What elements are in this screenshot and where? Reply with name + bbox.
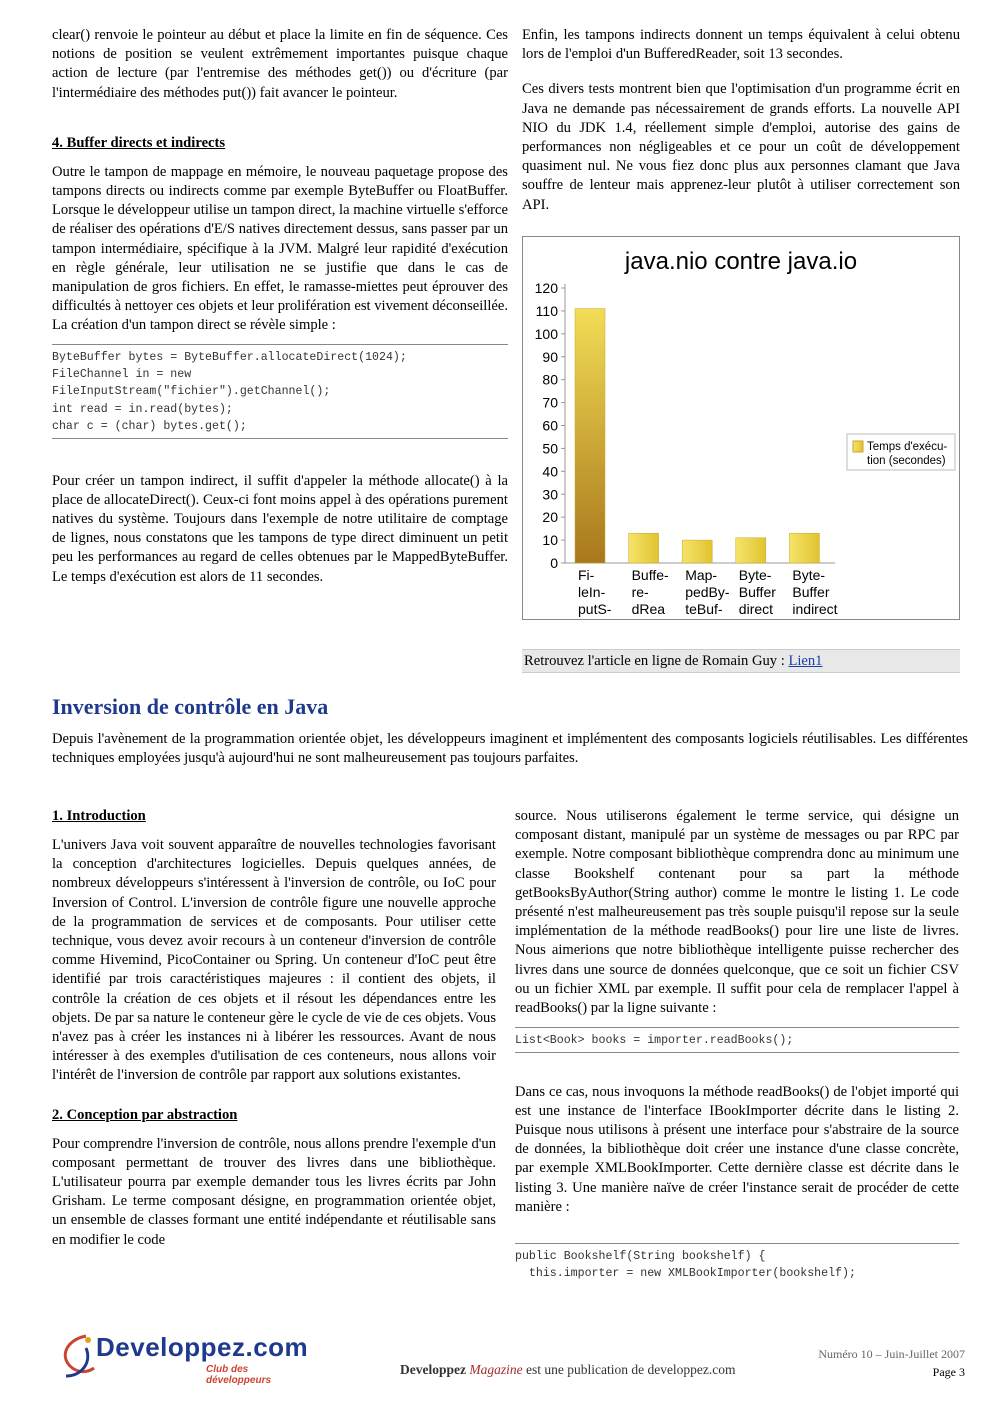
logo-tagline: Club des développeurs (206, 1364, 272, 1386)
page-number: Page 3 (932, 1365, 965, 1379)
x-tick-label: pedBy- (685, 584, 730, 600)
right-column-top (522, 26, 960, 215)
left-column-bottom (52, 807, 496, 1250)
bar (629, 533, 659, 563)
bar (789, 533, 819, 563)
footer-publication (400, 1362, 736, 1378)
paragraph: Enfin, les tampons indirects donnent un temps équivalent à celui obtenu lors de l'emploi d'un BufferedReader, soit 13 secondes. (522, 27, 960, 63)
x-tick-label: indirect (792, 601, 838, 617)
code-line: this.importer = new XMLBookImporter(bookshelf); (515, 1267, 856, 1281)
logo-text: Developpez.com (96, 1332, 309, 1362)
bar (682, 540, 712, 563)
legend-swatch (853, 441, 863, 452)
y-tick-label: 50 (542, 440, 558, 457)
x-tick-label: re- (631, 584, 649, 600)
code-line: public Bookshelf(String bookshelf) { (515, 1250, 766, 1264)
x-tick-label: dRea (631, 601, 666, 617)
article-intro: Depuis l'avènement de la programmation orientée objet, les développeurs imaginent et implémentent des composants logiciels réutilisables. Les différentes techniques employées jusqu'à aujourd'hui ne sont malheureusement pas toujours parfaites. (52, 731, 968, 767)
caption-text: Retrouvez l'article en ligne de Romain Guy : (524, 653, 789, 669)
footer-tagline: est une publication de developpez.com (522, 1362, 736, 1377)
article-link[interactable]: Lien1 (788, 653, 823, 669)
section-heading: 2. Conception par abstraction (52, 1106, 238, 1123)
chart-title: java.nio contre java.io (624, 248, 858, 275)
x-tick-label: putS- (578, 601, 612, 617)
y-tick-label: 60 (542, 417, 558, 434)
section-heading: 4. Buffer directs et indirects (52, 134, 226, 151)
paragraph: Ces divers tests montrent bien que l'optimisation d'un programme écrit en Java ne demande pas nécessairement de grands efforts. La nouvelle API NIO du JDK 1.4, réellement simple d'emploi, autorise des gains de performances non négligeables et ce pour un coût de développement quasiment nul. Ne vous fiez donc plus aux personnes clamant que Java souffre de lenteur mais apprenez-leur plutôt à utiliser correctement son API. (522, 81, 960, 213)
y-tick-label: 70 (542, 394, 558, 411)
paragraph: clear() renvoie le pointeur au début et place la limite en fin de séquence. Ces notions de position se veulent extrêmement importantes puisque chaque action de lecture (par l'entremise des méthodes get()) ou d'écriture (par l'intermédiaire des méthodes put()) fait avancer le pointeur. (52, 27, 508, 101)
paragraph: L'univers Java voit souvent apparaître de nouvelles technologies favorisant la conception d'architectures logicielles. Depuis quelques années, de nombreux développeurs s'intéressent à l'inversion de contrôle, ou IoC pour Inversion of Control. L'inversion de contrôle figure une nouvelle approche de la programmation de services et de composants. Pour utiliser cette technique, vous devez avoir recours à un conteneur d'inversion de contrôle comme Hivemind, PicoContainer ou Spring. Un conteneur d'IoC peut être identifié par trois caractéristiques majeures : il contient des objets, il contrôle la création de ces objets et il résout les dépendances entre les objets. De par sa nature le conteneur gère le cycle de vie de ces objets. Vous n'avez pas à créer les instances ni à libérer les ressources. Avant de nous intéresser à des exemples d'utilisation de ces conteneurs, nous allons voir l'intérêt de l'inversion de contrôle par rapport aux solutions existantes. (52, 837, 496, 1084)
y-tick-label: 0 (550, 555, 558, 571)
y-tick-label: 90 (542, 348, 558, 365)
y-tick-label: 40 (542, 463, 558, 480)
x-tick-label: Fi- (578, 567, 595, 583)
x-tick-label: Buffer (738, 584, 776, 600)
paragraph: Pour créer un tampon indirect, il suffit d'appeler la méthode allocate() à la place de allocateDirect(). Ceux-ci font moins appel à des opérations purement natives du système. Toujours dans l'exemple de notre utilitaire de comptage de lignes, nous constatons que les tampons de type direct diminuent un petit peu les performances au regard de celles obtenues par le MappedByteBuffer. Le temps d'exécution est alors de 11 secondes. (52, 472, 508, 585)
code-line: List<Book> books = importer.readBooks(); (515, 1034, 794, 1048)
code-block (52, 344, 508, 439)
code-block (515, 1027, 959, 1052)
x-tick-label: Byte- (738, 567, 772, 583)
footer-issue (818, 1345, 965, 1381)
section-heading: 1. Introduction (52, 808, 146, 824)
x-tick-label: leIn- (578, 584, 606, 600)
y-tick-label: 10 (542, 532, 558, 549)
left-column-top (52, 26, 508, 587)
code-line: ByteBuffer bytes = ByteBuffer.allocateDirect(1024); (52, 350, 407, 364)
code-line: int read = in.read(bytes); (52, 402, 233, 416)
y-tick-label: 30 (542, 486, 558, 503)
x-tick-label: Buffe- (631, 567, 669, 583)
code-block (515, 1243, 959, 1285)
y-tick-label: 120 (534, 280, 558, 296)
y-tick-label: 110 (535, 302, 558, 319)
chart-canvas (523, 237, 959, 619)
footer-magazine: Magazine (469, 1362, 523, 1377)
legend-label: Temps d'exécu- (867, 441, 948, 453)
x-tick-label: Map- (685, 567, 718, 583)
y-tick-label: 100 (534, 325, 558, 342)
article-title: Inversion de contrôle en Java (52, 694, 329, 719)
issue-number: Numéro 10 – Juin-Juillet 2007 (818, 1347, 965, 1361)
y-tick-label: 80 (542, 371, 558, 388)
x-tick-label: direct (738, 601, 774, 617)
bar-chart (522, 236, 960, 620)
code-line: FileChannel in = new FileInputStream("fichier").getChannel(); (52, 368, 331, 399)
bar (736, 538, 766, 563)
paragraph: Pour comprendre l'inversion de contrôle, nous allons prendre l'exemple d'un composant permettant de trouver des livres dans une bibliothèque. L'utilisateur pourra par exemple demander tous les livres écrits par John Grisham. Le terme composant désigne, en programmation orientée objet, un ensemble de classes formant une entité indépendante et réutilisable sans en modifier le code (52, 1135, 496, 1248)
paragraph: source. Nous utiliserons également le terme service, qui désigne un composant distant, manipulé par un système de messages ou par RPC par exemple. Notre composant bibliothèque comprendra donc au minimum une classe Bookshelf contenant pour sa part la méthode getBooksByAuthor(String author) comme le montre le listing 1. Le code présenté n'est malheureusement pas très souple puisqu'il repose sur la seule implémentation de la méthode readBooks() pour lire une liste de livres. Nous aimerions que notre bibliothèque intelligente puisse rechercher des livres dans une source de données quelconque, que ce soit un fichier CSV ou un fichier XML par exemple. Il suffit pour cela de remplacer l'appel à readBooks() par la ligne suivante : (515, 808, 959, 1017)
legend-label: tion (secondes) (867, 455, 946, 467)
chart-legend (847, 434, 955, 470)
paragraph: Outre le tampon de mappage en mémoire, le nouveau paquetage propose des tampons directs ou indirects comme par exemple ByteBuffer ou FloatBuffer. Lorsque le développeur utilise un tampon direct, la machine virtuelle s'efforce de réaliser des opérations d'E/S natives directement dessus, sans passer par un tampon intermédiaire, spécifique à la JVM. Malgré leur rapidité d'exécution en règle générale, leur utilisation ne se justifie que dans le cas de manipulation de gros fichiers. En effet, le ramasse-miettes peut éprouver des difficultés à nettoyer ces objets et leur prolifération est vivement déconseillée. La création d'un tampon direct se révèle simple : (52, 163, 508, 334)
site-logo[interactable] (56, 1332, 316, 1386)
bar (575, 309, 605, 563)
x-tick-label: Buffer (792, 584, 830, 600)
code-line: char c = (char) bytes.get(); (52, 420, 247, 434)
article-link-caption (522, 649, 960, 673)
footer-brand: Developpez (400, 1362, 466, 1377)
x-tick-label: Byte- (792, 567, 826, 583)
y-tick-label: 20 (542, 509, 558, 526)
paragraph: Dans ce cas, nous invoquons la méthode readBooks() de l'objet importé qui est une instance de l'interface IBookImporter décrite dans le listing 2. Puisque nous utilisons à présent une interface pour s'abstraire de la source de données, la bibliothèque doit créer une instance d'une classe concrète, par exemple XMLBookImporter. Cette dernière classe est décrite dans le listing 3. Une manière naïve de créer l'instance serait de procéder de cette manière : (515, 1083, 959, 1215)
right-column-bottom (515, 807, 959, 1285)
x-tick-label: teBuf- (685, 601, 723, 617)
logo-swirl-icon (56, 1332, 98, 1382)
